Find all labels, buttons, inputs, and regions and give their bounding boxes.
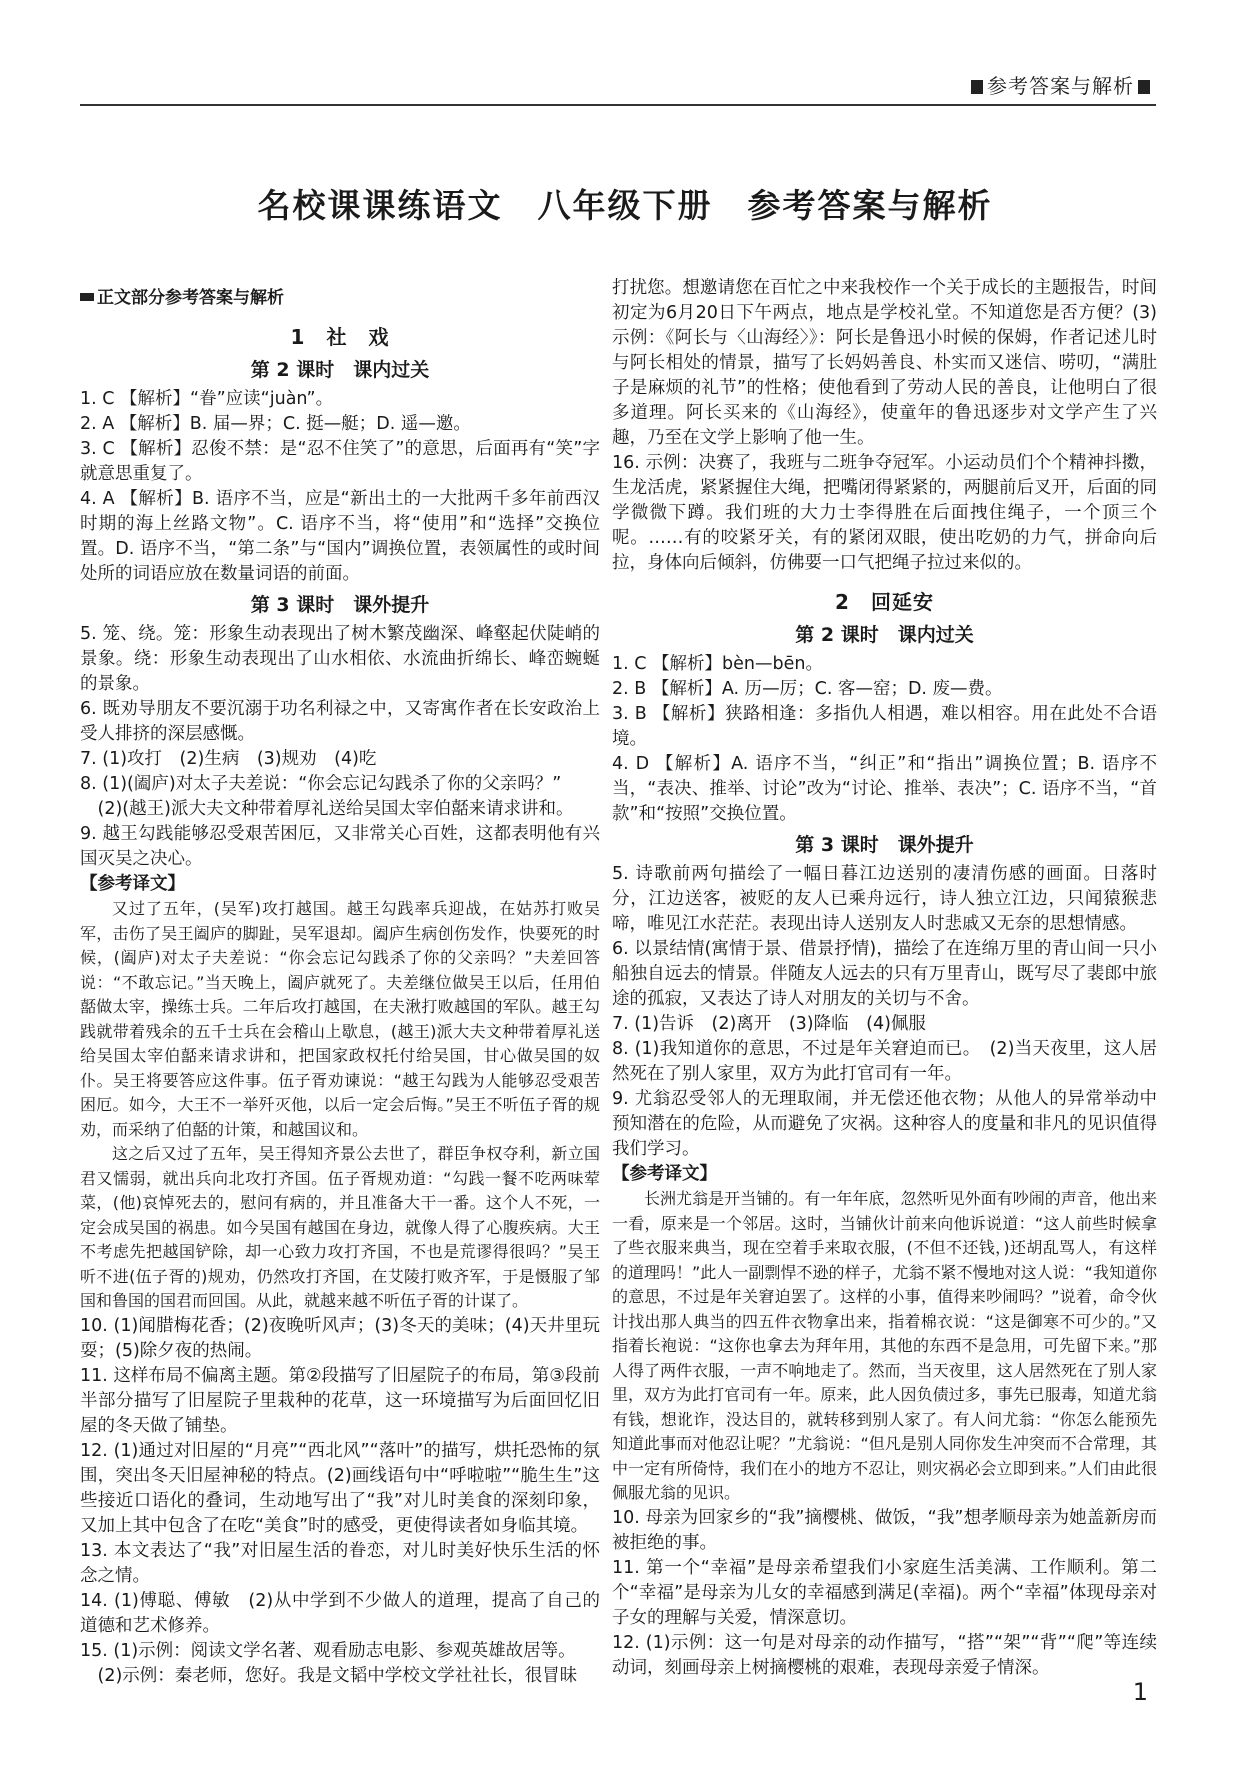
answer-item: 2. A 【解析】B. 届—界；C. 挺—艇；D. 遥—邀。 — [80, 414, 471, 434]
answer-item: 2. B 【解析】A. 历—厉；C. 客—窑；D. 废—费。 — [612, 679, 1003, 699]
answer-item: 5. 诗歌前两句描绘了一幅日暮江边送别的凄清伤感的画面。日落时分，江边送客，被贬的友人已乘舟远行，诗人独立江边，只闻猿猴悲啼，唯见江水茫茫。表现出诗人送别友人时悲戚又无奈的思想情感。 — [612, 864, 1157, 934]
running-header — [967, 70, 1154, 99]
translation-paragraph: 长洲尤翁是开当铺的。有一年年底，忽然听见外面有吵闹的声音，他出来一看，原来是一个邻居。这时，当铺伙计前来向他诉说道：“这人前些时候拿了些衣服来典当，现在空着手来取衣服，(不但不还钱，)还胡乱骂人，有这样的道理吗！”此人一副剽悍不逊的样子，尤翁不紧不慢地对这人说：“我知道你的意思，不过是年关窘迫罢了。这样的小事，值得来吵闹吗？”说着，命令伙计找出那人典当的四五件衣物拿出来，指着棉衣说：“这是御寒不可少的。”又指着长袍说：“这你也拿去为拜年用，其他的东西不是急用，可先留下来。”那人得了两件衣服，一声不响地走了。然而，当天夜里，这人居然死在了别人家里，双方为此打官司有一年。原来，此人因负债过多，事先已服毒，知道尤翁有钱，想讹诈，没达目的，就转移到别人家了。有人问尤翁：“你怎么能预先知道此事而对他忍让呢？”尤翁说：“但凡是别人同你发生冲突而不合常理，其中一定有所倚恃，我们在小的地方不忍让，则灾祸必会立即到来。”人们由此很佩服尤翁的见识。 — [612, 1189, 1157, 1502]
answer-item: 12. (1)通过对旧屋的“月亮”“西北风”“落叶”的描写，烘托恐怖的氛围，突出冬天旧屋神秘的特点。(2)画线语句中“呼啦啦”“脆生生”这些接近口语化的叠词，生动地写出了“我”对儿时美食的深刻印象，又加上其中包含了在吃“美食”时的感受，更使得读者如身临其境。 — [80, 1440, 600, 1536]
header-rule — [80, 104, 1156, 106]
answer-item: 10. (1)闻腊梅花香；(2)夜晚听风声；(3)冬天的美味；(4)天井里玩耍；(5)除夕夜的热闹。 — [80, 1315, 600, 1361]
answer-item: 4. A 【解析】B. 语序不当，应是“新出土的一大批两千多年前西汉时期的海上丝路文物”。C. 语序不当，将“使用”和“选择”交换位置。D. 语序不当，“第二条”与“国内”调换位置，表领属性的或时间处所的词语应放在数量词语的前面。 — [80, 489, 600, 584]
answer-item: 16. 示例：决赛了，我班与二班争夺冠军。小运动员们个个精神抖擞，生龙活虎，紧紧握住大绳，把嘴闭得紧紧的，两腿前后叉开，后面的同学微微下蹲。我们班的大力士李得胜在后面拽住绳子，一个顶三个呢。……有的咬紧牙关，有的紧闭双眼，使出吃奶的力气，拼命向后拉，身体向后倾斜，仿佛要一口气把绳子拉过来似的。 — [612, 453, 1157, 573]
period-title: 第 3 课时 课外提升 — [250, 594, 430, 616]
answer-item: 9. 越王勾践能够忍受艰苦困厄，又非常关心百姓，这都表明他有兴国灭吴之决心。 — [80, 824, 600, 869]
lesson-title: 2 回延安 — [835, 590, 934, 614]
running-header-text: 参考答案与解析 — [987, 74, 1134, 98]
translation-paragraph: 又过了五年，(吴军)攻打越国。越王勾践率兵迎战，在姑苏打败吴军，击伤了吴王阖庐的脚趾，吴军退却。阖庐生病创伤发作，快要死的时候，(阖庐)对太子夫差说：“你会忘记勾践杀了你的父亲吗？”夫差回答说：“不敢忘记。”当天晚上，阖庐就死了。夫差继位做吴王以后，任用伯嚭做太宰，操练士兵。二年后攻打越国，在夫湫打败越国的军队。越王勾践就带着残余的五千士兵在会稽山上歇息，(越王)派大夫文种带着厚礼送给吴国太宰伯嚭来请求讲和，把国家政权托付给吴国，甘心做吴国的奴仆。吴王将要答应这件事。伍子胥劝谏说：“越王勾践为人能够忍受艰苦困厄。如今，大王不一举歼灭他，以后一定会后悔。”吴王不听伍子胥的规劝，而采纳了伯嚭的计策，和越国议和。 — [80, 899, 600, 1139]
answer-item: 8. (1)(阖庐)对太子夫差说：“你会忘记勾践杀了你的父亲吗？” — [80, 774, 562, 794]
answer-item: (2)示例：秦老师，您好。我是文韬中学校文学社社长，很冒昧 — [97, 1665, 578, 1686]
pointer-icon — [80, 293, 94, 301]
left-column — [80, 276, 600, 1689]
answer-item: 6. 既劝导朋友不要沉溺于功名利禄之中，又寄寓作者在长安政治上受人排挤的深层感慨。 — [80, 699, 600, 744]
answer-item: 11. 这样布局不偏离主题。第②段描写了旧屋院子的布局，第③段前半部分描写了旧屋院子里栽种的花草，这一环境描写为后面回忆旧屋的冬天做了铺垫。 — [80, 1365, 600, 1436]
answer-item: 5. 笼、绕。笼：形象生动表现出了树木繁茂幽深、峰壑起伏陡峭的景象。绕：形象生动表现出了山水相依、水流曲折绵长、峰峦蜿蜒的景象。 — [80, 624, 600, 694]
answer-item: 8. (1)我知道你的意思，不过是年关窘迫而已。 (2)当天夜里，这人居然死在了别人家里，双方为此打官司有一年。 — [612, 1039, 1157, 1084]
translation-paragraph: 这之后又过了五年，吴王得知齐景公去世了，群臣争权夺利，新立国君又懦弱，就出兵向北攻打齐国。伍子胥规劝道：“勾践一餐不吃两味荤菜，(他)哀悼死去的，慰问有病的，并且准备大干一番。这个人不死，一定会成吴国的祸患。如今吴国有越国在身边，就像人得了心腹疾病。大王不考虑先把越国铲除，却一心致力攻打齐国，不也是荒谬得很吗？”吴王听不进(伍子胥的)规劝，仍然攻打齐国，在艾陵打败齐军，于是慑服了邹国和鲁国的国君而回国。从此，就越来越不听伍子胥的计谋了。 — [80, 1144, 600, 1310]
answer-item: 打扰您。想邀请您在百忙之中来我校作一个关于成长的主题报告，时间初定为6月20日下午两点，地点是学校礼堂。不知道您是否方便？(3)示例：《阿长与〈山海经〉》：阿长是鲁迅小时候的保姆，作者记述儿时与阿长相处的情景，描写了长妈妈善良、朴实而又迷信、唠叨，“满肚子是麻烦的礼节”的性格；使他看到了劳动人民的善良，让他明白了很多道理。阿长买来的《山海经》，使童年的鲁迅逐步对文学产生了兴趣，乃至在文学上影响了他一生。 — [612, 278, 1157, 448]
answer-item: 7. (1)攻打 (2)生病 (3)规劝 (4)吃 — [80, 749, 377, 769]
answer-item: 3. B 【解析】狭路相逢：多指仇人相遇，难以相容。用在此处不合语境。 — [612, 704, 1157, 749]
answer-item: 1. C 【解析】“眷”应读“juàn”。 — [80, 389, 334, 409]
answer-item: 15. (1)示例：阅读文学名著、观看励志电影、参观英雄故居等。 — [80, 1640, 576, 1661]
period-title: 第 3 课时 课外提升 — [795, 834, 974, 856]
answer-item: 3. C 【解析】忍俊不禁：是“忍不住笑了”的意思，后面再有“笑”字就意思重复了。 — [80, 439, 600, 484]
answer-item: 13. 本文表达了“我”对旧屋生活的眷恋，对儿时美好快乐生活的怀念之情。 — [80, 1540, 600, 1586]
section-heading — [80, 286, 600, 311]
header-block-mark — [971, 80, 983, 94]
period-title: 第 2 课时 课内过关 — [795, 624, 974, 646]
answer-item: 7. (1)告诉 (2)离开 (3)降临 (4)佩服 — [612, 1014, 926, 1034]
translation-label: 【参考译文】 — [80, 874, 185, 894]
answer-item: 12. (1)示例：这一句是对母亲的动作描写，“搭”“架”“背”“爬”等连续动词，刻画母亲上树摘樱桃的艰难，表现母亲爱子情深。 — [612, 1632, 1157, 1678]
section-heading-text: 正文部分参考答案与解析 — [97, 288, 284, 308]
header-block-mark — [1138, 80, 1150, 94]
right-column — [612, 276, 1157, 1681]
translation-label: 【参考译文】 — [612, 1164, 717, 1184]
answer-item: 4. D 【解析】A. 语序不当，“纠正”和“指出”调换位置；B. 语序不当，“表决、推举、讨论”改为“讨论、推举、表决”；C. 语序不当，“首款”和“按照”交换位置。 — [612, 754, 1157, 824]
answer-item: 9. 尤翁忍受邻人的无理取闹，并无偿还他衣物；从他人的异常举动中预知潜在的危险，从而避免了灾祸。这种容人的度量和非凡的见识值得我们学习。 — [612, 1089, 1157, 1159]
answer-item: 6. 以景结情(寓情于景、借景抒情)，描绘了在连绵万里的青山间一只小船独自远去的情景。伴随友人远去的只有万里青山，既写尽了裴郎中旅途的孤寂，又表达了诗人对朋友的关切与不舍。 — [612, 939, 1157, 1009]
lesson-title: 1 社 戏 — [290, 325, 390, 349]
period-title: 第 2 课时 课内过关 — [250, 359, 430, 381]
page-number: 1 — [1132, 1678, 1148, 1706]
page-title: 名校课课练语文 八年级下册 参考答案与解析 — [257, 186, 993, 225]
answer-item: 1. C 【解析】bèn—bēn。 — [612, 654, 823, 674]
answer-item: 10. 母亲为回家乡的“我”摘樱桃、做饭，“我”想孝顺母亲为她盖新房而被拒绝的事。 — [612, 1507, 1157, 1553]
answer-item: 14. (1)傅聪、傅敏 (2)从中学到不少做人的道理，提高了自己的道德和艺术修养。 — [80, 1590, 600, 1636]
answer-item: 11. 第一个“幸福”是母亲希望我们小家庭生活美满、工作顺利。第二个“幸福”是母亲为儿女的幸福感到满足(幸福)。两个“幸福”体现母亲对子女的理解与关爱，情深意切。 — [612, 1557, 1157, 1628]
answer-item: (2)(越王)派大夫文种带着厚礼送给吴国太宰伯嚭来请求讲和。 — [97, 799, 574, 819]
